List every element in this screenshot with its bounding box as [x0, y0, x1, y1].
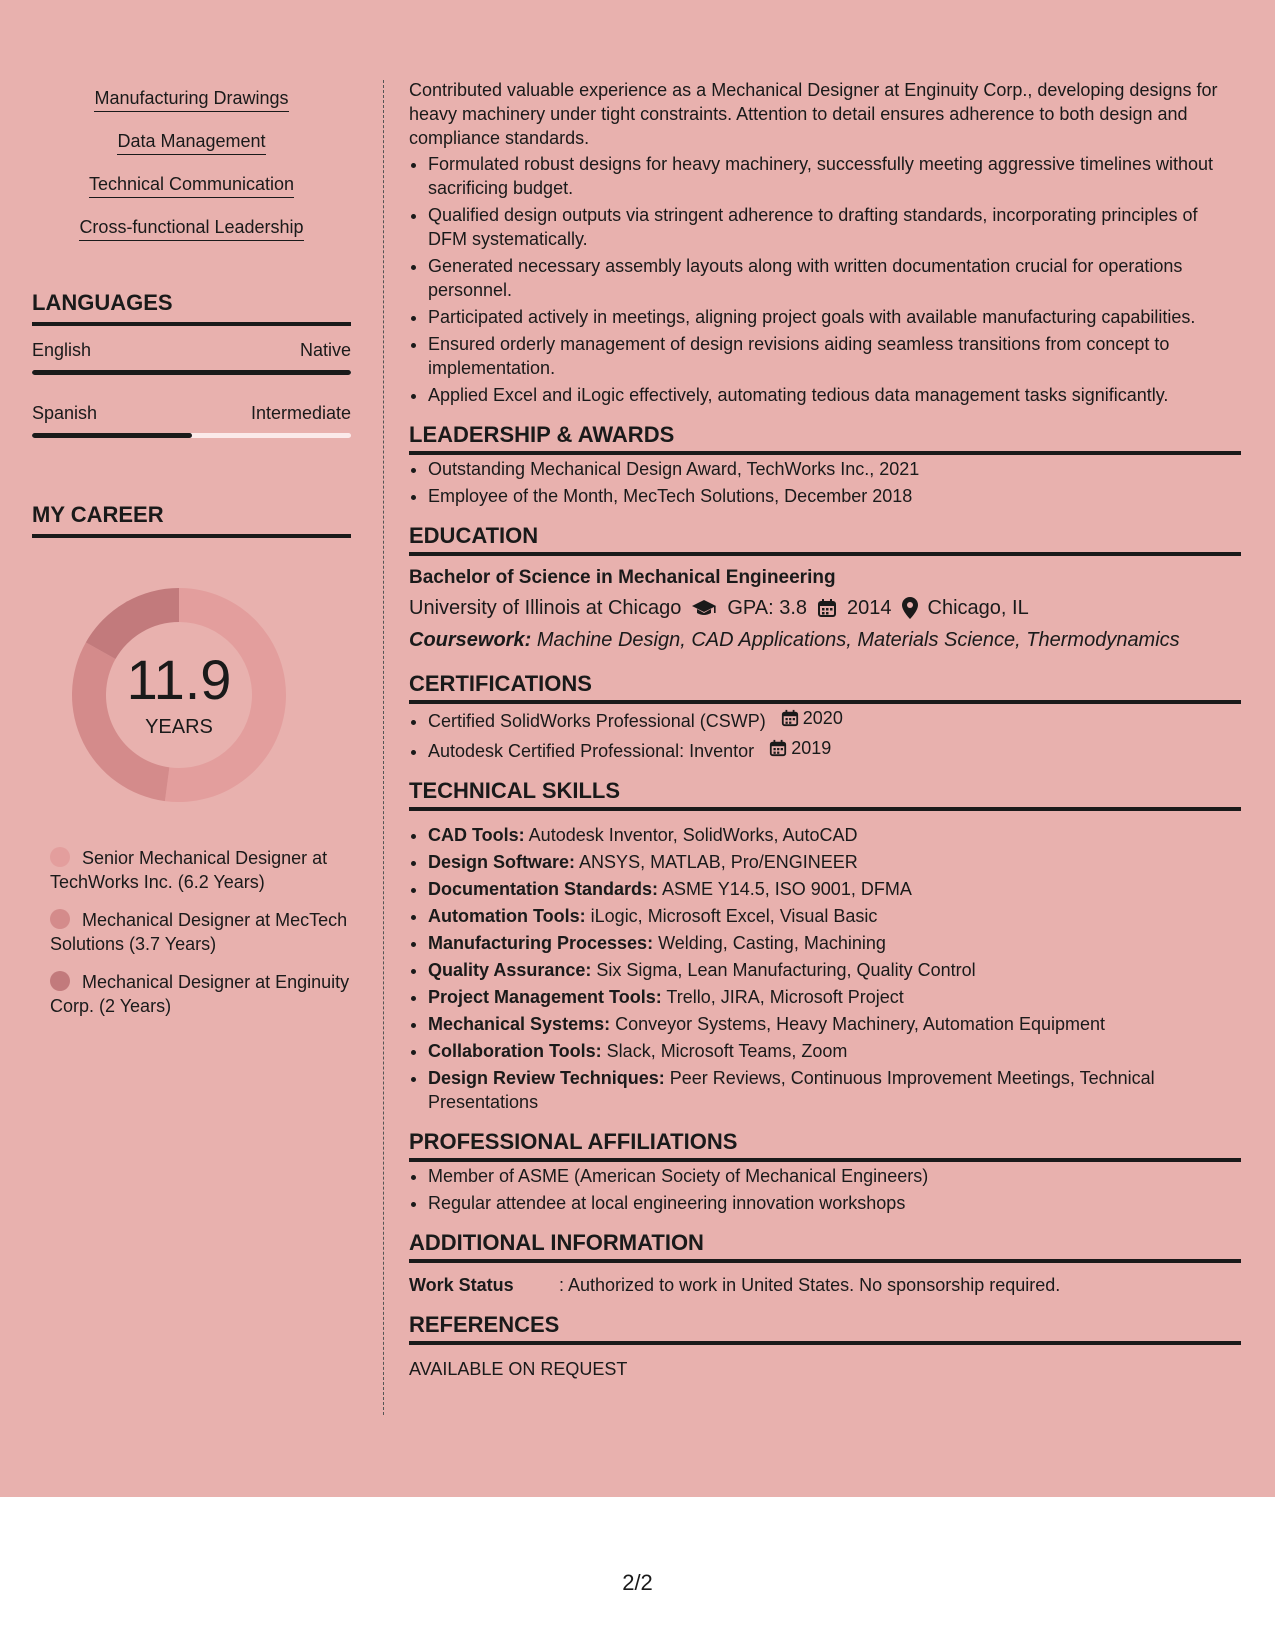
tech-skill-label: Quality Assurance:	[428, 960, 592, 980]
calendar-icon	[817, 598, 837, 618]
tech-skill-item	[428, 1012, 1241, 1036]
tech-skill-item	[428, 931, 1241, 955]
coursework	[409, 628, 1241, 652]
career-legend-label: Mechanical Designer at Enginuity Corp. (2 Years)	[50, 972, 350, 1016]
experience-bullet: • Applied Excel and iLogic effectively, automating tedious data management tasks significantly.	[428, 383, 1241, 407]
language-row	[32, 403, 351, 424]
tech-skill-label: Project Management Tools:	[428, 987, 662, 1007]
tech-skill-value: iLogic, Microsoft Excel, Visual Basic	[590, 906, 878, 926]
experience-bullet: • Formulated robust designs for heavy machinery, successfully meeting aggressive timelines without sacrificing budget.	[428, 152, 1241, 200]
degree-title: Bachelor of Science in Mechanical Engineering	[409, 567, 836, 588]
tech-skill-value: Conveyor Systems, Heavy Machinery, Automation Equipment	[615, 1014, 1105, 1034]
calendar-icon	[769, 739, 787, 757]
work-status-row	[409, 1273, 1241, 1297]
tech-skill-item	[428, 877, 1241, 901]
career-legend-item	[50, 970, 351, 1018]
coursework-value: Machine Design, CAD Applications, Materials Science, Thermodynamics	[536, 629, 1180, 651]
language-level: Intermediate	[250, 403, 351, 423]
certifications-list	[409, 706, 1241, 763]
skill-tag-list	[32, 80, 351, 252]
sidebar	[32, 80, 351, 1032]
certification-item	[428, 736, 1241, 763]
tech-skill-item	[428, 958, 1241, 982]
gpa: GPA: 3.8	[727, 597, 808, 619]
column-divider	[383, 80, 384, 1415]
work-status-label: Work Status	[409, 1275, 514, 1295]
tech-skill-label: Design Review Techniques:	[428, 1068, 665, 1088]
career-legend-label: Senior Mechanical Designer at TechWorks Inc. (6.2 Years)	[50, 848, 328, 892]
language-proficiency-bar	[32, 370, 351, 375]
language-name: English	[32, 340, 92, 360]
graduation-year: 2014	[847, 597, 892, 619]
work-status-value: : Authorized to work in United States. No sponsorship required.	[559, 1275, 1061, 1295]
tech-skill-value: Slack, Microsoft Teams, Zoom	[606, 1041, 848, 1061]
certification-year: 2020	[802, 708, 843, 728]
calendar-icon	[781, 709, 799, 727]
certification-year: 2019	[791, 738, 832, 758]
affiliations-list	[409, 1164, 1241, 1215]
experience-bullet: • Participated actively in meetings, aligning project goals with available manufacturing capabilities.	[428, 305, 1241, 329]
page-number: 2/2	[622, 1570, 653, 1595]
tech-skill-label: Automation Tools:	[428, 906, 586, 926]
experience-bullets	[409, 152, 1241, 407]
tech-skill-value: ASME Y14.5, ISO 9001, DFMA	[662, 879, 912, 899]
donut-center	[64, 580, 294, 810]
tech-skill-item	[428, 823, 1241, 847]
language-name: Spanish	[32, 403, 98, 423]
career-heading: MY CAREER	[32, 502, 351, 538]
tech-skill-value: Autodesk Inventor, SolidWorks, AutoCAD	[528, 825, 858, 845]
skill-tag: Manufacturing Drawings	[94, 88, 288, 112]
tech-skill-value: Peer Reviews, Continuous Improvement Meetings, Technical Presentations	[428, 1068, 1155, 1112]
experience-bullet: • Ensured orderly management of design revisions aiding seamless transitions from concept to implementation.	[428, 332, 1241, 380]
education-heading: EDUCATION	[409, 524, 1241, 556]
language-proficiency-fill	[32, 370, 351, 375]
experience-bullet: • Qualified design outputs via stringent adherence to drafting standards, incorporating principles of DFM systematically.	[428, 203, 1241, 251]
main-column	[409, 78, 1241, 1381]
career-total-years: 11.9	[126, 648, 232, 711]
experience-bullet: • Generated necessary assembly layouts along with written documentation crucial for operations personnel.	[428, 254, 1241, 302]
technical-skills-heading: TECHNICAL SKILLS	[409, 779, 1241, 811]
language-proficiency-bar	[32, 433, 351, 438]
tech-skill-value: Welding, Casting, Machining	[658, 933, 886, 953]
certifications-heading: CERTIFICATIONS	[409, 672, 1241, 704]
tech-skill-item	[428, 1039, 1241, 1063]
tech-skill-label: CAD Tools:	[428, 825, 525, 845]
coursework-label: Coursework:	[409, 629, 532, 651]
career-legend-item	[50, 846, 351, 894]
award-item: • Outstanding Mechanical Design Award, TechWorks Inc., 2021	[428, 457, 1241, 481]
career-total-unit: YEARS	[145, 716, 213, 738]
tech-skill-label: Manufacturing Processes:	[428, 933, 654, 953]
languages-list	[32, 340, 351, 438]
references-heading: REFERENCES	[409, 1313, 1241, 1345]
technical-skills-list	[409, 823, 1241, 1114]
skill-tag: Data Management	[117, 131, 265, 155]
affiliation-item: • Regular attendee at local engineering innovation workshops	[428, 1191, 1241, 1215]
languages-heading: LANGUAGES	[32, 290, 351, 326]
career-donut-chart	[64, 580, 294, 810]
tech-skill-label: Mechanical Systems:	[428, 1014, 611, 1034]
skill-tag: Technical Communication	[89, 174, 294, 198]
school-location: Chicago, IL	[927, 597, 1029, 619]
tech-skill-value: Trello, JIRA, Microsoft Project	[666, 987, 904, 1007]
tech-skill-item	[428, 850, 1241, 874]
education-entry	[409, 566, 1241, 652]
leadership-list	[409, 457, 1241, 508]
tech-skill-label: Design Software:	[428, 852, 576, 872]
tech-skill-item	[428, 985, 1241, 1009]
tech-skill-value: Six Sigma, Lean Manufacturing, Quality Control	[596, 960, 976, 980]
affiliation-item: • Member of ASME (American Society of Mechanical Engineers)	[428, 1164, 1241, 1188]
certification-name: Autodesk Certified Professional: Inventor	[428, 741, 755, 761]
language-row	[32, 340, 351, 361]
certification-item	[428, 706, 1241, 733]
career-legend-item	[50, 908, 351, 956]
leadership-heading: LEADERSHIP & AWARDS	[409, 423, 1241, 455]
tech-skill-item	[428, 904, 1241, 928]
award-item: • Employee of the Month, MecTech Solutions, December 2018	[428, 484, 1241, 508]
tech-skill-item	[428, 1066, 1241, 1114]
education-details	[409, 596, 1241, 620]
career-legend-label: Mechanical Designer at MecTech Solutions (3.7 Years)	[50, 910, 348, 954]
tech-skill-label: Collaboration Tools:	[428, 1041, 602, 1061]
tech-skill-value: ANSYS, MATLAB, Pro/ENGINEER	[579, 852, 858, 872]
location-pin-icon	[902, 597, 918, 619]
additional-info-heading: ADDITIONAL INFORMATION	[409, 1231, 1241, 1263]
skill-tag: Cross-functional Leadership	[79, 217, 303, 241]
tech-skill-label: Documentation Standards:	[428, 879, 659, 899]
certification-name: Certified SolidWorks Professional (CSWP)	[428, 711, 766, 731]
graduation-cap-icon	[691, 598, 717, 618]
references-text: AVAILABLE ON REQUEST	[409, 1359, 628, 1379]
experience-summary: Contributed valuable experience as a Mechanical Designer at Enginuity Corp., developing designs for heavy machinery under tight constraints. Attention to detail ensures adherence to both design and compliance standards.	[409, 80, 1218, 148]
affiliations-heading: PROFESSIONAL AFFILIATIONS	[409, 1130, 1241, 1162]
career-legend	[50, 846, 351, 1018]
legend-dot-icon	[50, 971, 70, 991]
language-level: Native	[299, 340, 351, 360]
legend-dot-icon	[50, 847, 70, 867]
language-proficiency-fill	[32, 433, 192, 438]
school-name: University of Illinois at Chicago	[409, 597, 682, 619]
legend-dot-icon	[50, 909, 70, 929]
